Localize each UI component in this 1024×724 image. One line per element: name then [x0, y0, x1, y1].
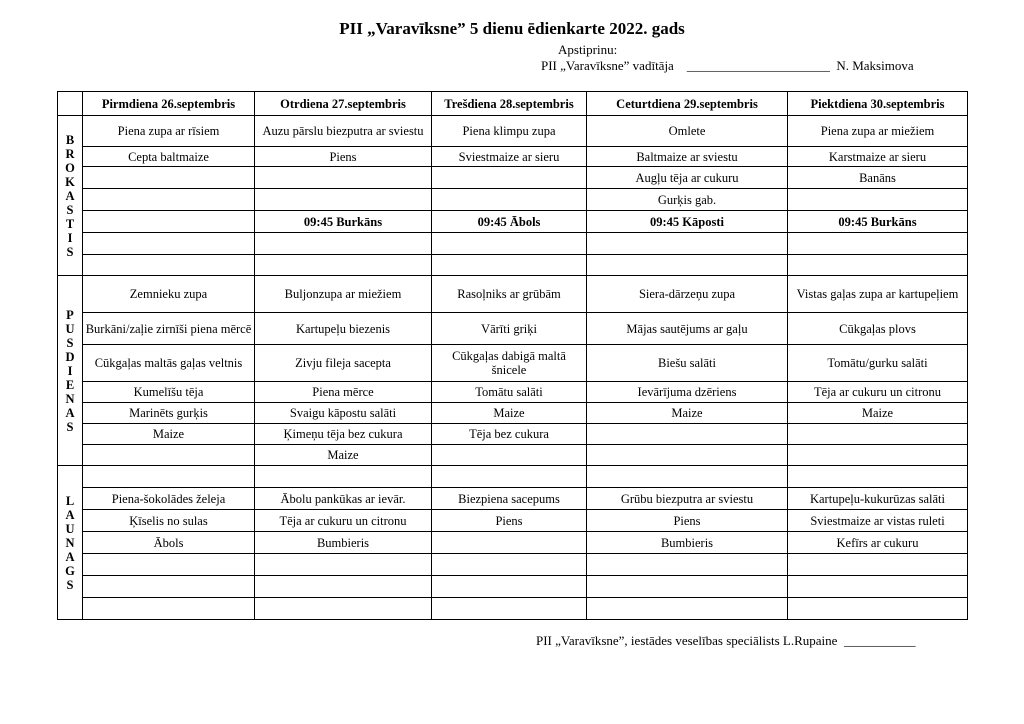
table-row [58, 554, 968, 576]
menu-cell [432, 598, 587, 620]
menu-cell [432, 466, 587, 488]
section-letter: E [65, 377, 75, 392]
menu-cell: Cepta baltmaize [83, 147, 255, 167]
menu-cell [432, 233, 587, 255]
section-letter: S [66, 419, 74, 434]
menu-cell [83, 233, 255, 255]
table-row [58, 532, 968, 554]
section-letter: B [65, 132, 75, 147]
menu-body [58, 116, 968, 620]
menu-cell: Piena mērce [255, 382, 432, 403]
menu-cell: Ķīselis no sulas [83, 510, 255, 532]
menu-cell: Banāns [788, 167, 968, 189]
menu-cell [587, 554, 788, 576]
menu-cell: Buljonzupa ar miežiem [255, 276, 432, 313]
menu-cell: Auzu pārslu biezputra ar sviestu [255, 116, 432, 147]
menu-cell: Bumbieris [587, 532, 788, 554]
menu-cell: Kumelīšu tēja [83, 382, 255, 403]
table-row [58, 576, 968, 598]
menu-cell: Ābolu pankūkas ar ievār. [255, 488, 432, 510]
menu-cell: 09:45 Burkāns [788, 211, 968, 233]
header-day: Pirmdiena 26.septembris [83, 92, 255, 116]
table-row [58, 211, 968, 233]
section-letter: T [65, 216, 75, 231]
menu-cell [255, 167, 432, 189]
menu-cell: Maize [432, 403, 587, 424]
menu-cell [788, 598, 968, 620]
menu-cell [432, 554, 587, 576]
section-letter: S [66, 244, 74, 259]
table-row [58, 510, 968, 532]
menu-cell: Piena zupa ar miežiem [788, 116, 968, 147]
menu-cell: Maize [255, 445, 432, 466]
menu-cell [432, 576, 587, 598]
menu-cell: Sviestmaize ar sieru [432, 147, 587, 167]
menu-cell: Piens [587, 510, 788, 532]
table-row [58, 233, 968, 255]
menu-cell: Zivju fileja sacepta [255, 345, 432, 382]
page-title: PII „Varavīksne” 5 dienu ēdienkarte 2022. gads [339, 19, 685, 38]
menu-cell [432, 255, 587, 276]
menu-cell [788, 233, 968, 255]
menu-cell: Siera-dārzeņu zupa [587, 276, 788, 313]
section-letter: U [65, 521, 75, 536]
table-row [58, 466, 968, 488]
section-letter: A [65, 405, 75, 420]
menu-cell: Augļu tēja ar cukuru [587, 167, 788, 189]
menu-cell: Maize [83, 424, 255, 445]
table-row [58, 345, 968, 382]
section-letter: A [65, 507, 75, 522]
header-day: Trešdiena 28.septembris [432, 92, 587, 116]
menu-cell [788, 576, 968, 598]
menu-cell [788, 466, 968, 488]
menu-cell [255, 466, 432, 488]
menu-cell: 09:45 Kāposti [587, 211, 788, 233]
section-letter: R [65, 146, 75, 161]
menu-cell: Gurķis gab. [587, 189, 788, 211]
section-letter: S [66, 577, 74, 592]
menu-cell: Vārīti griķi [432, 313, 587, 345]
menu-cell [255, 233, 432, 255]
table-row [58, 116, 968, 147]
header-day: Piektdiena 30.septembris [788, 92, 968, 116]
menu-cell: Biešu salāti [587, 345, 788, 382]
menu-cell: Tēja bez cukura [432, 424, 587, 445]
menu-cell: Piena zupa ar rīsiem [83, 116, 255, 147]
menu-cell: Omlete [587, 116, 788, 147]
menu-cell [83, 576, 255, 598]
menu-cell [83, 554, 255, 576]
section-letter: A [65, 188, 75, 203]
menu-cell: Maize [788, 403, 968, 424]
menu-cell: Cūkgaļas maltās gaļas veltnis [83, 345, 255, 382]
menu-cell [587, 598, 788, 620]
menu-cell [788, 445, 968, 466]
menu-cell: Zemnieku zupa [83, 276, 255, 313]
menu-cell [587, 255, 788, 276]
table-row [58, 276, 968, 313]
table-row [58, 403, 968, 424]
menu-cell: Baltmaize ar sviestu [587, 147, 788, 167]
menu-cell: Svaigu kāpostu salāti [255, 403, 432, 424]
menu-cell [788, 554, 968, 576]
menu-cell [587, 233, 788, 255]
menu-cell [587, 445, 788, 466]
menu-cell: Tomātu salāti [432, 382, 587, 403]
menu-cell: Ķimeņu tēja bez cukura [255, 424, 432, 445]
menu-cell [255, 189, 432, 211]
menu-cell [83, 466, 255, 488]
menu-cell: 09:45 Ābols [432, 211, 587, 233]
menu-cell: Marinēts gurķis [83, 403, 255, 424]
menu-cell [83, 189, 255, 211]
menu-cell: Ievārījuma dzēriens [587, 382, 788, 403]
approval-label: Apstiprinu: [558, 42, 618, 57]
menu-cell: Piens [432, 510, 587, 532]
section-letter: K [65, 174, 75, 189]
table-row [58, 147, 968, 167]
menu-cell: Maize [587, 403, 788, 424]
section-letter: L [65, 493, 75, 508]
menu-cell: Piens [255, 147, 432, 167]
section-letter: N [65, 535, 75, 550]
footer-signature: PII „Varavīksne”, iestādes veselības speciālists L.Rupaine ___________ [536, 633, 916, 648]
menu-cell [83, 211, 255, 233]
menu-cell [788, 424, 968, 445]
table-row [58, 488, 968, 510]
menu-cell: Ābols [83, 532, 255, 554]
header-row [58, 92, 968, 116]
menu-cell [255, 598, 432, 620]
table-row [58, 167, 968, 189]
section-letter: D [65, 349, 75, 364]
menu-cell [788, 189, 968, 211]
header-day: Otrdiena 27.septembris [255, 92, 432, 116]
table-row [58, 445, 968, 466]
menu-cell [587, 466, 788, 488]
menu-cell [432, 189, 587, 211]
menu-cell: Sviestmaize ar vistas ruleti [788, 510, 968, 532]
menu-cell: Kartupeļu-kukurūzas salāti [788, 488, 968, 510]
menu-table [57, 91, 968, 620]
menu-cell [83, 445, 255, 466]
menu-cell: Grūbu biezputra ar sviestu [587, 488, 788, 510]
menu-cell [587, 576, 788, 598]
section-letter: I [67, 230, 73, 245]
table-row [58, 598, 968, 620]
menu-cell [432, 167, 587, 189]
section-letter: S [66, 335, 74, 350]
section-letter: I [67, 363, 73, 378]
menu-cell: Tomātu/gurku salāti [788, 345, 968, 382]
menu-cell [432, 532, 587, 554]
menu-cell: Cūkgaļas dabigā maltā šnicele [432, 345, 587, 382]
menu-cell: Kefīrs ar cukuru [788, 532, 968, 554]
menu-cell: Piena-šokolādes želeja [83, 488, 255, 510]
section-label-snack [58, 466, 83, 620]
menu-cell: Mājas sautējums ar gaļu [587, 313, 788, 345]
table-row [58, 424, 968, 445]
table-row [58, 313, 968, 345]
section-label-breakfast [58, 116, 83, 276]
menu-cell [788, 255, 968, 276]
menu-cell: Rasoļniks ar grūbām [432, 276, 587, 313]
section-label-lunch [58, 276, 83, 466]
menu-cell [83, 255, 255, 276]
menu-cell [255, 576, 432, 598]
menu-cell: Tēja ar cukuru un citronu [788, 382, 968, 403]
menu-cell: Burkāni/zaļie zirnīši piena mērcē [83, 313, 255, 345]
menu-cell: Biezpiena sacepums [432, 488, 587, 510]
section-letter: S [66, 202, 74, 217]
menu-cell [83, 167, 255, 189]
menu-cell: Piena klimpu zupa [432, 116, 587, 147]
section-letter: A [65, 549, 75, 564]
section-letter: N [65, 391, 75, 406]
header-day: Ceturtdiena 29.septembris [587, 92, 788, 116]
menu-cell: Vistas gaļas zupa ar kartupeļiem [788, 276, 968, 313]
menu-cell: Cūkgaļas plovs [788, 313, 968, 345]
table-row [58, 382, 968, 403]
menu-cell [83, 598, 255, 620]
approval-signature-line: PII „Varavīksne” vadītāja ______________________ N. Maksimova [541, 58, 914, 73]
menu-cell [587, 424, 788, 445]
section-letter: P [66, 307, 74, 322]
menu-cell: Karstmaize ar sieru [788, 147, 968, 167]
menu-cell: 09:45 Burkāns [255, 211, 432, 233]
section-letter: G [65, 563, 75, 578]
menu-cell [255, 255, 432, 276]
menu-cell: Tēja ar cukuru un citronu [255, 510, 432, 532]
header-corner [58, 92, 83, 116]
menu-cell: Kartupeļu biezenis [255, 313, 432, 345]
menu-cell [255, 554, 432, 576]
section-letter: O [65, 160, 75, 175]
menu-cell: Bumbieris [255, 532, 432, 554]
table-row [58, 189, 968, 211]
menu-cell [432, 445, 587, 466]
section-letter: U [65, 321, 75, 336]
table-row [58, 255, 968, 276]
